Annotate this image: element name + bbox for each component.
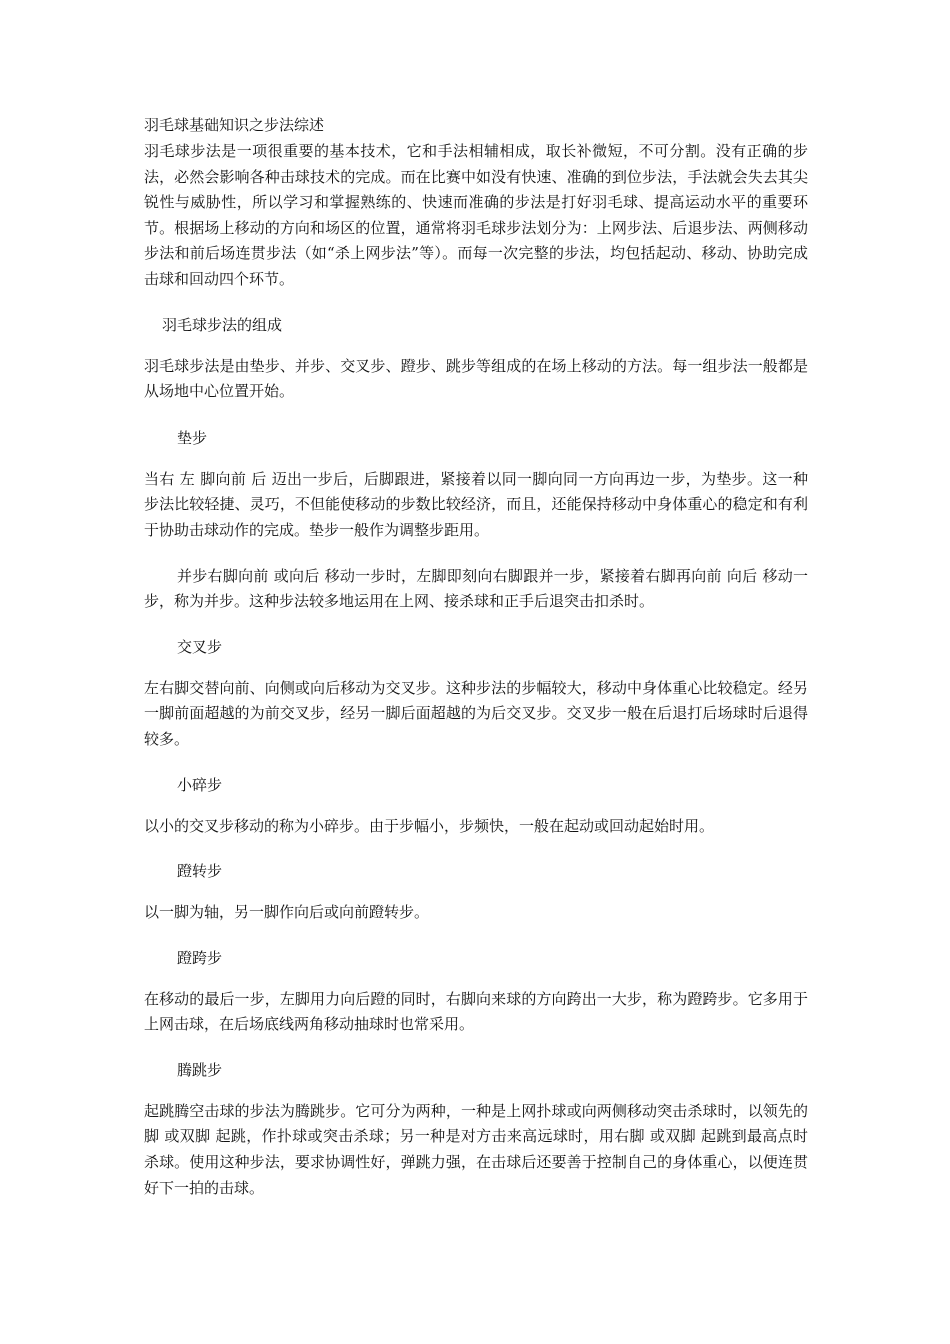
composition-paragraph: 羽毛球步法是由垫步、并步、交叉步、蹬步、跳步等组成的在场上移动的方法。每一组步法一般都是从场地中心位置开始。 bbox=[144, 356, 808, 401]
intro-paragraph: 羽毛球步法是一项很重要的基本技术，它和手法相辅相成，取长补微短，不可分割。没有正确的步法，必然会影响各种击球技术的完成。而在比赛中如没有快速、准确的到位步法，手法就会失去其尖锐性与威胁性，所以学习和掌握熟练的、快速而准确的步法是打好羽毛球、提高运动水平的重要环节。根据场上移动的方向和场区的位置，通常将羽毛球步法划分为：上网步法、后退步法、两侧移动步法和前后场连贯步法（如“杀上网步法”等）。而每一次完整的步法，均包括起动、移动、协助完成击球和回动四个环节。 bbox=[144, 142, 808, 288]
composition-heading: 羽毛球步法的组成 bbox=[162, 315, 283, 334]
dengzhuan-heading: 蹬转步 bbox=[177, 862, 223, 881]
suibu-paragraph: 以小的交叉步移动的称为小碎步。由于步幅小，步频快，一般在起动或回动起始时用。 bbox=[144, 816, 715, 835]
dengkua-heading: 蹬跨步 bbox=[177, 948, 223, 967]
dianbu-heading: 垫步 bbox=[177, 428, 208, 447]
dianbu-paragraph: 当右 左 脚向前 后 迈出一步后，后脚跟进，紧接着以同一脚向同一方向再边一步，为垫步。这一种步法比较轻捷、灵巧，不但能使移动的步数比较经济，而且，还能保持移动中身体重心的稳定和有利于协助击球动作的完成。垫步一般作为调整步距用。 bbox=[144, 469, 808, 539]
document-title: 羽毛球基础知识之步法综述 bbox=[144, 116, 325, 134]
suibu-heading: 小碎步 bbox=[177, 775, 223, 794]
dengzhuan-paragraph: 以一脚为轴，另一脚作向后或向前蹬转步。 bbox=[144, 903, 430, 922]
tengtiao-paragraph: 起跳腾空击球的步法为腾跳步。它可分为两种，一种是上网扑球或向两侧移动突击杀球时，以领先的脚 或双脚 起跳，作扑球或突击杀球；另一种是对方击来高远球时，用右脚 或双脚 起跳到最高点时杀球。使用这种步法，要求协调性好，弹跳力强，在击球后还要善于控制自己的身体重心，以便连贯好下一拍的击球。 bbox=[144, 1101, 808, 1197]
dengkua-paragraph: 在移动的最后一步，左脚用力向后蹬的同时，右脚向来球的方向跨出一大步，称为蹬跨步。它多用于上网击球，在后场底线两角移动抽球时也常采用。 bbox=[144, 989, 808, 1034]
tengtiao-heading: 腾跳步 bbox=[177, 1060, 223, 1079]
jiaocha-heading: 交叉步 bbox=[177, 637, 223, 656]
jiaocha-paragraph: 左右脚交替向前、向侧或向后移动为交叉步。这种步法的步幅较大，移动中身体重心比较稳定。经另一脚前面超越的为前交叉步，经另一脚后面超越的为后交叉步。交叉步一般在后退打后场球时后退得较多。 bbox=[144, 678, 808, 748]
document-page bbox=[144, 114, 808, 1201]
bingbu-paragraph: 并步右脚向前 或向后 移动一步时，左脚即刻向右脚跟并一步，紧接着右脚再向前 向后 移动一步，称为并步。这种步法较多地运用在上网、接杀球和正手后退突击扣杀时。 bbox=[144, 566, 808, 611]
